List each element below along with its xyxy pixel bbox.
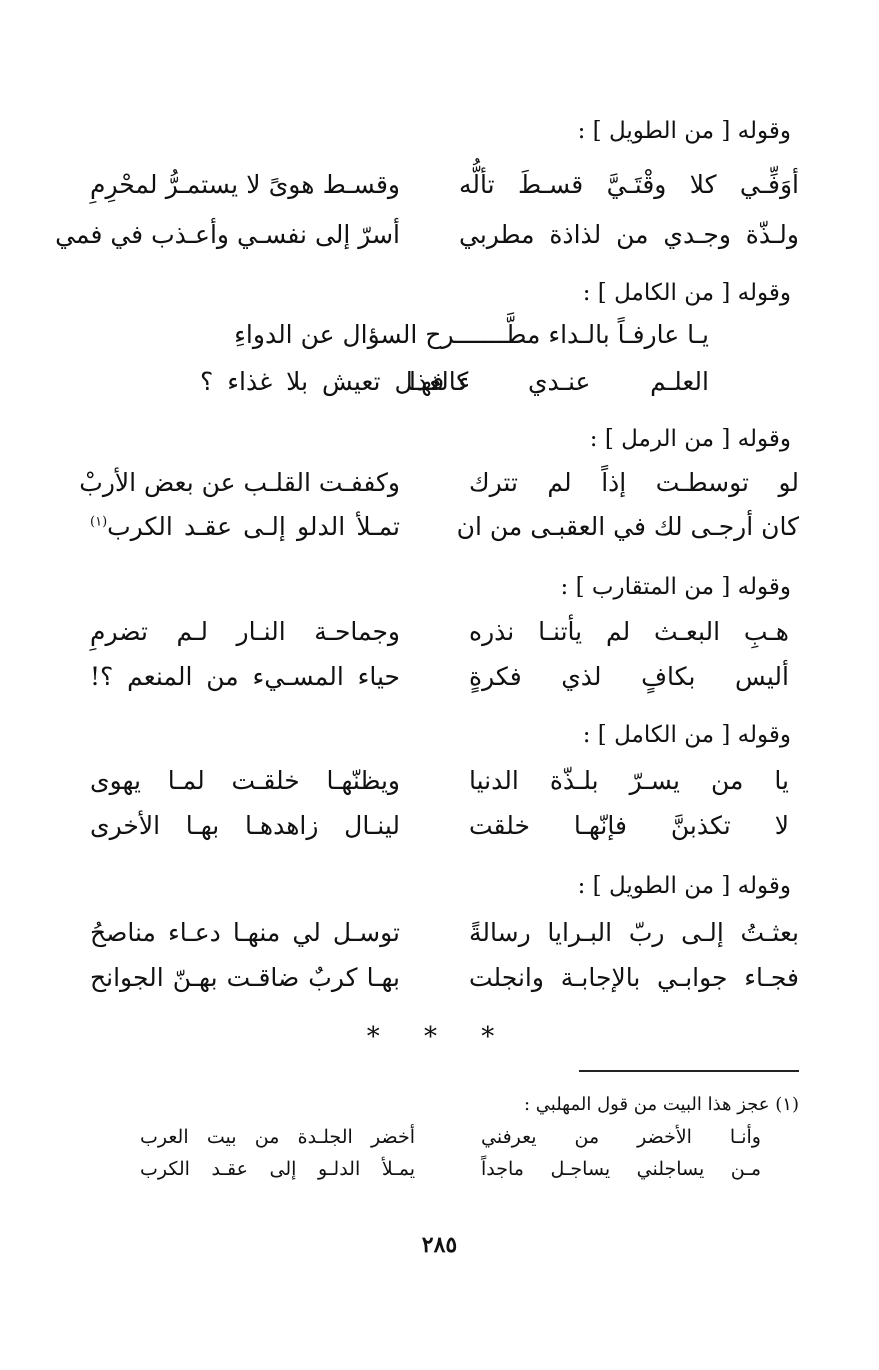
second-hemistich: ء فهـل تعيش بلا غذاء ؟ [200,367,470,396]
first-hemistich: أوَفِّـي كلا وقْتَـيَّ قسـطَ تألُّه [459,170,799,199]
first-hemistich: أليس بكافٍ لذي فكرةٍ [469,662,789,691]
second-hemistich: وكففـت القلـب عن بعض الأربْ [79,468,400,497]
verse-line [80,766,799,810]
second-hemistich: أخضر الجلـدة من بيت العرب [140,1126,415,1148]
first-hemistich: وأنـا الأخضر من يعرفني [481,1126,761,1148]
second-hemistich: بهـا كربٌ ضاقـت بهـنّ الجوانح [90,963,400,992]
section-intro: وقوله [ من الكامل ] : [582,280,791,306]
first-hemistich: بعثـتُ إلـى ربّ البـرايا رسالةً [469,918,799,947]
verse-line [80,320,799,364]
verse-line [80,811,799,855]
section-intro: وقوله [ من الكامل ] : [582,722,791,748]
second-hemistich: حياء المسـيء من المنعم ؟! [90,662,400,691]
first-hemistich: لا تكذبنَّ فإنّهـا خلقت [469,811,789,840]
section-separator: * * * [366,1022,513,1052]
verse-line [80,468,799,512]
second-hemistich: يمـلأ الدلـو إلى عقـد الكرب [140,1158,415,1180]
section-intro: وقوله [ من الطويل ] : [577,873,791,899]
second-hemistich-text: تمـلأ الدلو إلـى عقـد الكرب [107,512,400,541]
second-hemistich: وجماحـة النـار لـم تضرمِ [90,617,400,646]
footnote-rule [579,1070,799,1072]
second-hemistich: ويظنّهـا خلقـت لمـا يهوى [90,766,400,795]
page-number: ٢٨٥ [421,1232,458,1258]
verse-line [80,367,799,411]
section-intro: وقوله [ من الطويل ] : [577,118,791,144]
second-hemistich: توسـل لي منهـا دعـاء مناصحُ [90,918,400,947]
footnote-marker[interactable]: (١) [90,514,108,530]
verse-line [80,170,799,214]
first-hemistich: كان أرجـى لك في العقبـى من ان [456,512,799,541]
section-intro: وقوله [ من المتقارب ] : [560,574,791,600]
footnote-verse-line [130,1126,761,1156]
verse-line [80,963,799,1007]
verse-line [80,617,799,661]
second-hemistich: لينـال زاهدهـا بهـا الأخرى [90,811,400,840]
first-hemistich: العلـم عنـدي كالغذا [409,367,709,396]
verse-line [80,662,799,706]
first-hemistich: مـن يساجلني يساجـل ماجداً [481,1158,761,1180]
first-hemistich: فجـاء جوابـي بالإجابـة وانجلت [469,963,799,992]
verse-line [55,220,799,264]
first-hemistich: هـبِ البعـث لم يأتنـا نذره [469,617,789,646]
second-hemistich [90,512,400,541]
footnote-verse-line [130,1158,761,1188]
verse-line [80,512,799,556]
verse-line [80,918,799,962]
footnote-intro: (١) عجز هذا البيت من قول المهلبي : [523,1094,799,1115]
second-hemistich: وقسـط هوىً لا يستمـرُّ لمحْرِمِ [90,170,400,199]
first-hemistich: يا من يسـرّ بلـذّة الدنيا [469,766,789,795]
first-hemistich: ولـذّة وجـدي من لذاذة مطربي [459,220,799,249]
section-intro: وقوله [ من الرمل ] : [589,426,791,452]
first-hemistich: لو توسطـت إذاً لم تترك [469,468,799,497]
second-hemistich: أسرّ إلى نفسـي وأعـذب في فمي [55,220,400,249]
full-verse: يـا عارفـاً بالـداء مطَّـــــــرح السؤال عن الدواءِ [234,320,709,349]
